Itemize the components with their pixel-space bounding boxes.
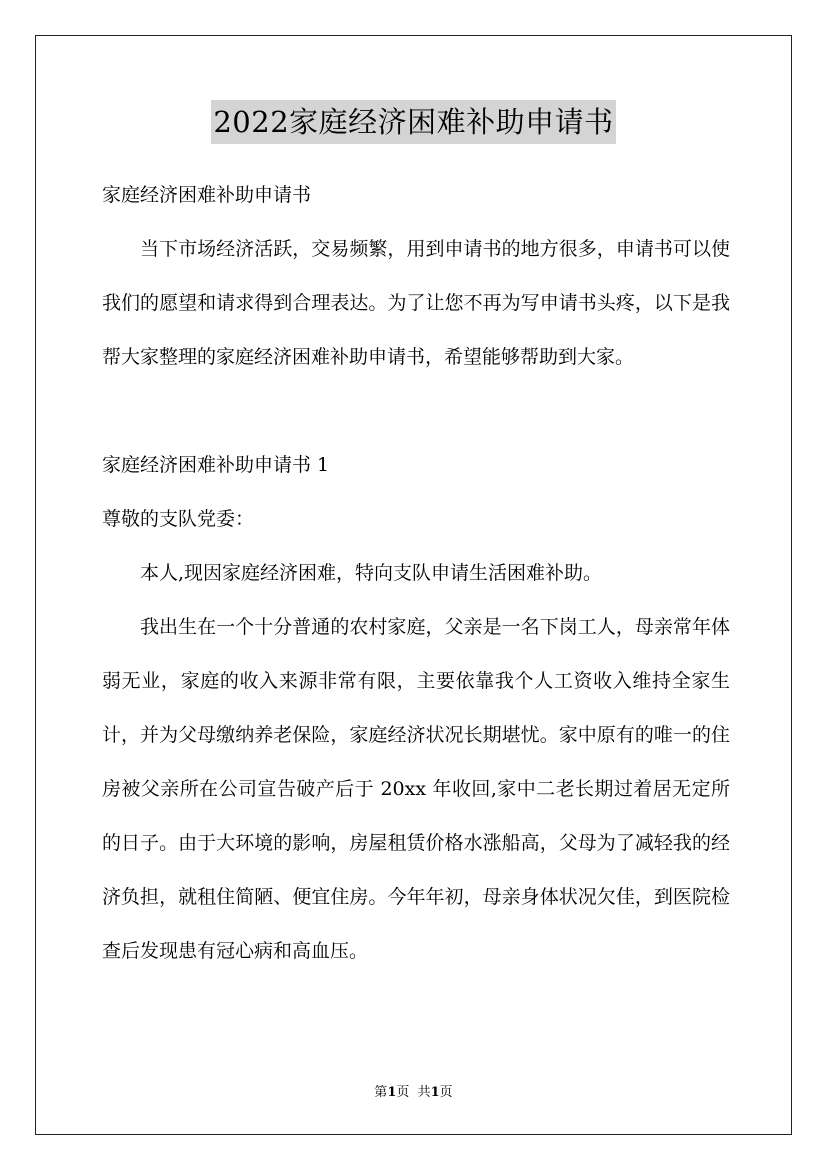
footer-page-mid: 页 共 <box>396 1085 431 1100</box>
body-paragraph-2: 我出生在一个十分普通的农村家庭，父亲是一名下岗工人，母亲常年体弱无业，家庭的收入来源非常有限，主要依靠我个人工资收入维持全家生计，并为父母缴纳养老保险，家庭经济状况长期堪忧。家中原有的唯一的住房被父亲所在公司宣告破产后于 20xx 年收回,家中二老长期过着居无定所的日子。由于大环境的影响，房屋租赁价格水涨船高，父母为了减轻我的经济负担，就租住简陋、便宜住房。今年年初，母亲身体状况欠佳，到医院检查后发现患有冠心病和高血压。 <box>102 616 730 962</box>
footer-page-total: 1 <box>430 1085 440 1100</box>
section-heading: 家庭经济困难补助申请书 1 <box>102 454 330 476</box>
body-paragraph-1: 本人,现因家庭经济困难，特向支队申请生活困难补助。 <box>140 562 603 584</box>
page-footer <box>0 1085 827 1101</box>
footer-page-suffix: 页 <box>439 1085 453 1100</box>
footer-page-number: 1 <box>387 1085 397 1100</box>
document-body <box>102 168 730 978</box>
footer-page-prefix: 第 <box>374 1085 388 1100</box>
intro-paragraph: 当下市场经济活跃，交易频繁，用到申请书的地方很多，申请书可以使我们的愿望和请求得到合理表达。为了让您不再为写申请书头疼，以下是我帮大家整理的家庭经济困难补助申请书，希望能够帮助到大家。 <box>102 238 730 368</box>
document-subtitle: 家庭经济困难补助申请书 <box>102 184 312 206</box>
salutation: 尊敬的支队党委： <box>102 508 255 530</box>
title-container <box>0 100 827 144</box>
document-title: 2022家庭经济困难补助申请书 <box>211 100 615 144</box>
blank-line <box>102 384 730 438</box>
